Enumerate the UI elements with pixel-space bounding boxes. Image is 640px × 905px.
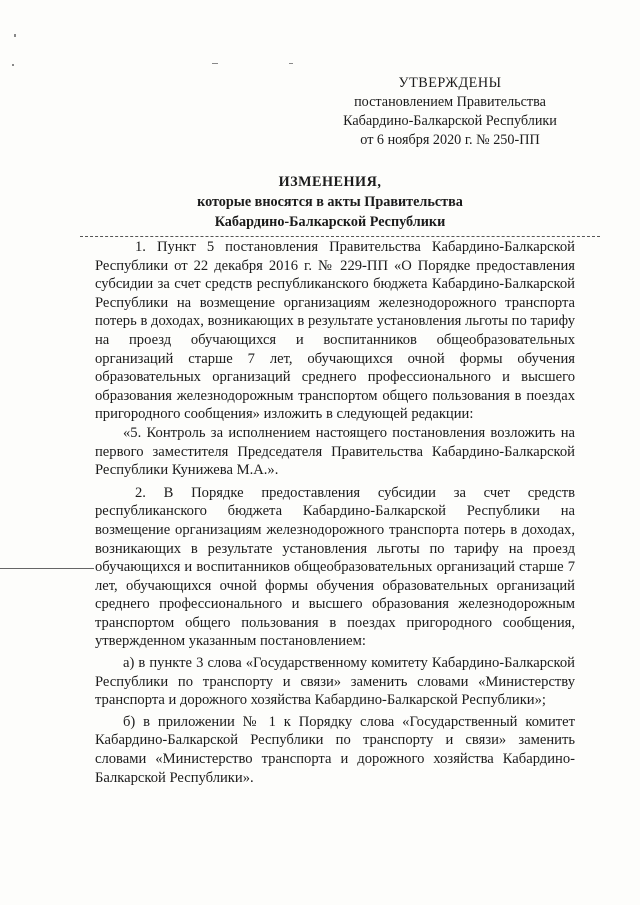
paragraph-2: 2. В Порядке предоставления субсидии за счет средств республиканского бюджета Кабардино-Балкарской Республики на возмещение организациям железнодорожного транспорта потерь в доходах, возникающих в результате установления льготы по тарифу на проезд обучающихся и воспитанников общеобразовательных организаций старше 7 лет, обучающихся очной формы обучения образовательных организаций среднего профессионального и высшего образования железнодорожным транспортом общего пользования в поездах пригородного сообщения, утвержденном указанным постановлением:: [95, 484, 575, 650]
title-line: Кабардино-Балкарской Республики: [214, 214, 446, 230]
title-line: ИЗМЕНЕНИЯ,: [278, 174, 382, 190]
scan-speck: [289, 63, 293, 64]
paragraph-1: 1. Пункт 5 постановления Правительства Кабардино-Балкарской Республики от 22 декабря 2016 г. № 229-ПП «О Порядке предоставления субсидии за счет средств республиканского бюджета Кабардино-Балкарской Республики на возмещение организациям железнодорожного транспорта потерь в доходах, возникающих в результате установления льготы по тарифу на проезд обучающихся и воспитанников общеобразовательных организаций старше 7 лет, обучающихся очной формы обучения образовательных организаций среднего профессионального и высшего образования железнодорожным транспортом общего пользования в поездах пригородного сообщения» изложить в следующей редакции:: [95, 239, 575, 423]
scan-speck: [14, 34, 16, 37]
approval-line: постановлением Правительства: [354, 94, 546, 110]
title-line: которые вносятся в акты Правительства: [197, 194, 463, 210]
approval-heading: УТВЕРЖДЕНЫ: [398, 75, 502, 91]
scan-speck: [12, 64, 14, 66]
approval-line: от 6 ноября 2020 г. № 250-ПП: [360, 132, 540, 148]
paragraph-2-item-a: а) в пункте 3 слова «Государственному комитету Кабардино-Балкарской Республики по транспорту и связи» заменить словами «Министерству транспорта и дорожного хозяйства Кабардино-Балкарской Республики»;: [95, 655, 575, 709]
document-title: [90, 172, 570, 232]
margin-mark: [0, 568, 94, 569]
paragraph-1-quote: «5. Контроль за исполнением настоящего постановления возложить на первого заместителя Председателя Правительства Кабардино-Балкарской Республики Кунижева М.А.».: [95, 424, 575, 479]
document-body: [95, 238, 575, 787]
approval-stamp: [300, 74, 600, 150]
separator-rule: [80, 236, 600, 237]
approval-line: Кабардино-Балкарской Республики: [343, 113, 557, 129]
scan-speck: [212, 63, 218, 64]
paragraph-2-item-b: б) в приложении № 1 к Порядку слова «Государственный комитет Кабардино-Балкарской Республики по транспорту и связи» заменить словами «Министерство транспорта и дорожного хозяйства Кабардино-Балкарской Республики».: [95, 713, 575, 786]
